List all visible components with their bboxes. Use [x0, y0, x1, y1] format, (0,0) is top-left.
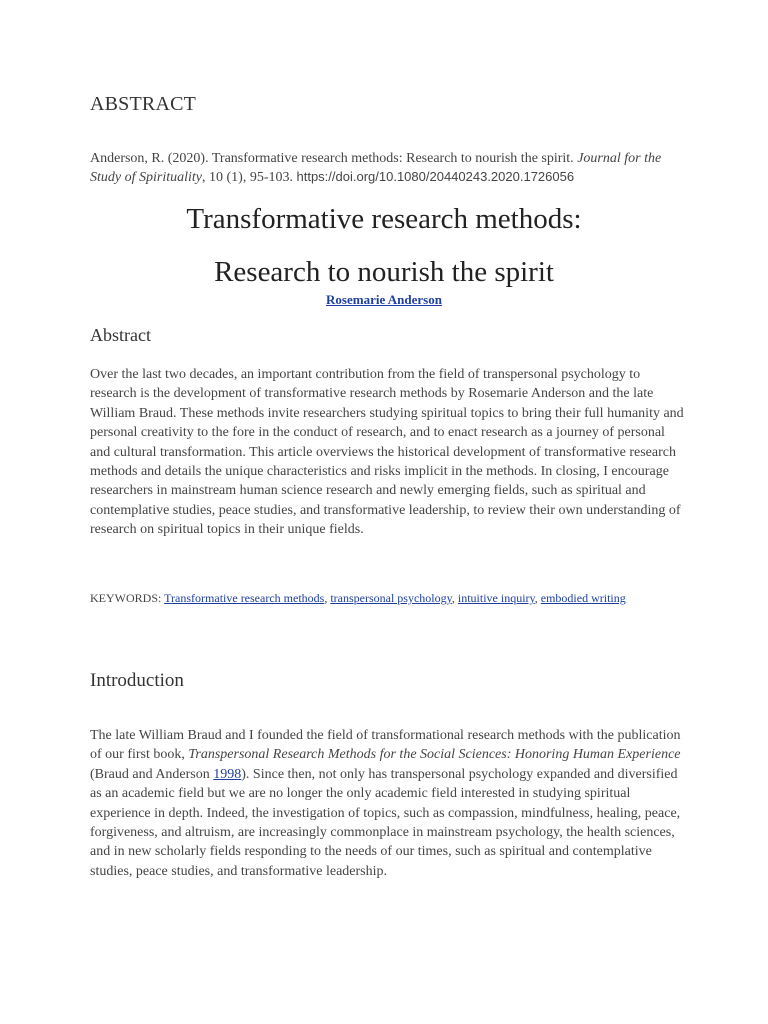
citation-journal: Journal for the Study of Spirituality	[90, 151, 662, 185]
introduction-text	[90, 726, 690, 881]
abstract-heading: Abstract	[90, 325, 151, 345]
citation-authors: Anderson, R. (2020). Transformative research methods: Research to nourish the spirit.	[90, 151, 574, 166]
title-line-1: Transformative research methods:	[186, 203, 582, 235]
intro-book-title: Transpersonal Research Methods for the Social Sciences: Honoring Human Experience	[188, 747, 681, 763]
abstract-text: Over the last two decades, an important contribution from the field of transpersonal psychology to research is the development of transformative research methods by Rosemarie Anderson and the late William Braud. These methods invite researchers studying spiritual topics to bring their full humanity and personal creativity to the fore in the conduct of research, and to enact research as a journey of personal and cultural transformation. This article overviews the historical development of transformative research methods and details the unique characteristics and risks implicit in the methods. In closing, I encourage researchers in mainstream human science research and newly emerging fields, such as spiritual and contemplative studies, peace studies, and transformative leadership, to review their own understanding of research on spiritual topics in their unique fields.	[90, 367, 684, 538]
keyword-link[interactable]: Transformative research methods	[164, 591, 325, 605]
keyword-link[interactable]: intuitive inquiry	[457, 591, 535, 605]
author	[0, 292, 768, 308]
author-link[interactable]: Rosemarie Anderson	[326, 292, 442, 307]
section-heading: ABSTRACT	[90, 93, 197, 115]
intro-part-1: The late William Braud and I founded the field of transformational research methods with the publication of our first book,	[90, 728, 681, 763]
citation	[90, 150, 690, 187]
citation-volume: , 10 (1), 95-103.	[202, 170, 293, 185]
intro-part-3: ). Since then, not only has transpersonal psychology expanded and diversified as an academic field but we are no longer the only academic field interested in studying spiritual experience in depth. Indeed, the investigation of topics, such as compassion, mindfulness, healing, peace, forgiveness, and altruism, are increasingly commonplace in mainstream psychology, the health sciences, and in new scholarly fields responding to the needs of our times, such as spiritual and contemplative studies, peace studies, and transformative leadership.	[90, 766, 681, 879]
keywords-label: KEYWORDS:	[90, 591, 162, 605]
keyword-link[interactable]: transpersonal psychology	[330, 591, 452, 605]
title-line-2: Research to nourish the spirit	[214, 256, 554, 288]
keywords: KEYWORDS: Transformative research methods, transpersonal psychology, intuitive inquiry, embodied writing	[90, 591, 626, 605]
reference-link[interactable]: 1998	[213, 766, 242, 782]
introduction-heading: Introduction	[90, 670, 184, 691]
keyword-link[interactable]: embodied writing	[540, 591, 626, 605]
citation-doi: https://doi.org/10.1080/20440243.2020.1726056	[296, 169, 575, 184]
intro-part-2: (Braud and Anderson	[90, 766, 214, 782]
